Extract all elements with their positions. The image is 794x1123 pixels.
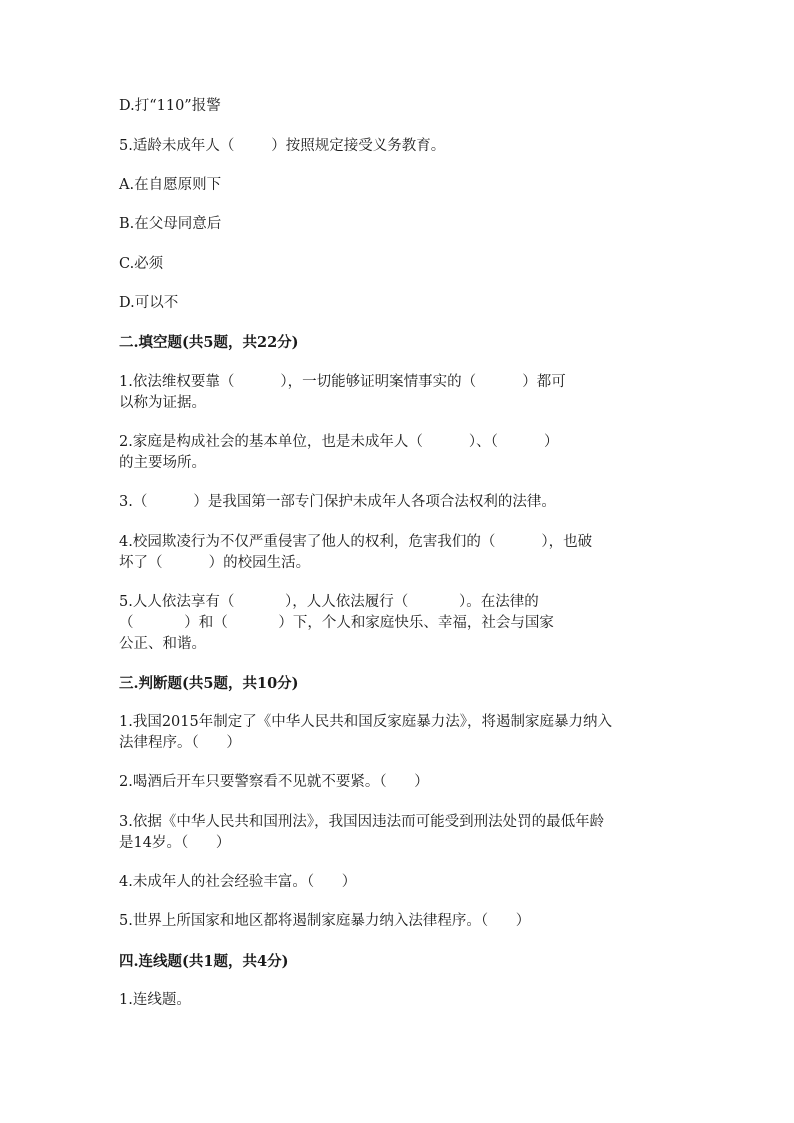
matching-q1: 1.连线题。 xyxy=(119,992,191,1008)
fill-q3: 3.（ ）是我国第一部专门保护未成年人各项合法权利的法律。 xyxy=(119,494,556,510)
q5-option-b: B.在父母同意后 xyxy=(119,216,222,232)
fill-q1-line1: 1.依法维权要靠（ ），一切能够证明案情事实的（ ）都可 xyxy=(119,374,566,390)
fill-q4-line1: 4.校园欺凌行为不仅严重侵害了他人的权利，危害我们的（ ），也破 xyxy=(119,534,593,550)
q5-stem: 5.适龄未成年人（ ）按照规定接受义务教育。 xyxy=(119,138,446,154)
section-true-false-heading: 三.判断题(共5题，共10分) xyxy=(119,675,299,692)
tf-q2: 2.喝酒后开车只要警察看不见就不要紧。（ ） xyxy=(119,774,429,790)
tf-q3-line1: 3.依据《中华人民共和国刑法》，我国因违法而可能受到刑法处罚的最低年龄 xyxy=(119,814,605,830)
fill-q1-line2: 以称为证据。 xyxy=(119,395,206,411)
q4-option-d: D.打“110”报警 xyxy=(119,98,221,114)
q5-option-d: D.可以不 xyxy=(119,295,179,311)
fill-q4-line2: 坏了（ ）的校园生活。 xyxy=(119,555,311,571)
fill-q2-line2: 的主要场所。 xyxy=(119,455,206,471)
section-fill-blank-heading: 二.填空题(共5题，共22分) xyxy=(119,334,299,351)
tf-q1-line2: 法律程序。（ ） xyxy=(119,735,241,751)
section-matching-heading: 四.连线题(共1题，共4分) xyxy=(119,953,289,970)
fill-q5-line2: （ ）和（ ）下，个人和家庭快乐、幸福，社会与国家 xyxy=(119,615,554,631)
q5-option-c: C.必须 xyxy=(119,256,164,272)
fill-q5-line1: 5.人人依法享有（ ），人人依法履行（ ）。在法律的 xyxy=(119,594,539,610)
fill-q2-line1: 2.家庭是构成社会的基本单位，也是未成年人（ ）、（ ） xyxy=(119,434,559,450)
fill-q5-line3: 公正、和谐。 xyxy=(119,636,206,652)
tf-q5: 5.世界上所国家和地区都将遏制家庭暴力纳入法律程序。（ ） xyxy=(119,913,531,929)
tf-q1-line1: 1.我国2015年制定了《中华人民共和国反家庭暴力法》，将遏制家庭暴力纳入 xyxy=(119,714,612,730)
tf-q4: 4.未成年人的社会经验丰富。（ ） xyxy=(119,874,357,890)
tf-q3-line2: 是14岁。（ ） xyxy=(119,835,231,851)
q5-option-a: A.在自愿原则下 xyxy=(119,177,222,193)
